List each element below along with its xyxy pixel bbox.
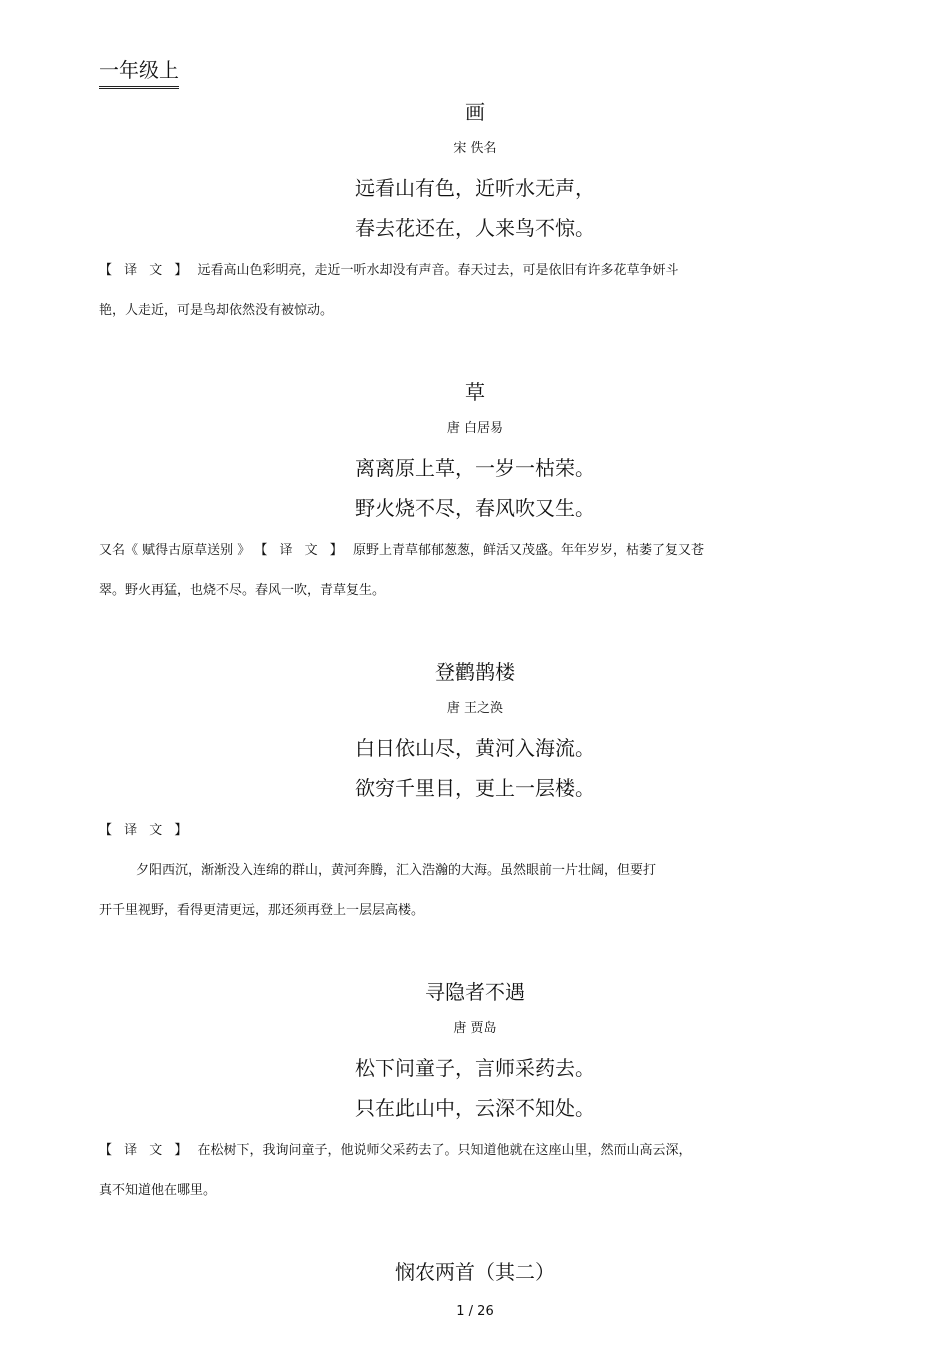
translation-text-continued: 艳，人走近，可是鸟却依然没有被惊动。 bbox=[99, 303, 334, 318]
poem-line: 离离原上草，一岁一枯荣。 bbox=[355, 456, 595, 480]
translation-text: 夕阳西沉，渐渐没入连绵的群山，黄河奔腾，汇入浩瀚的大海。虽然眼前一片壮阔，但要打 bbox=[136, 863, 657, 878]
poem-title: 画 bbox=[465, 100, 485, 124]
translation-note bbox=[99, 542, 799, 560]
poem-line: 春去花还在，人来鸟不惊。 bbox=[355, 216, 595, 240]
translation-tag-line bbox=[99, 822, 799, 840]
translation-tag: 【 译 文 】 bbox=[99, 823, 192, 838]
poem-line: 只在此山中，云深不知处。 bbox=[355, 1096, 595, 1120]
translation-text-continued: 开千里视野，看得更清更远，那还须再登上一层层高楼。 bbox=[99, 903, 425, 918]
poem-line: 白日依山尽，黄河入海流。 bbox=[355, 736, 595, 760]
translation-text: 原野上青草郁郁葱葱，鲜活又茂盛。年年岁岁，枯萎了复又苍 bbox=[352, 543, 704, 558]
poem-line: 远看山有色，近听水无声， bbox=[355, 176, 595, 200]
poem-section bbox=[0, 98, 950, 328]
grade-heading: 一年级上 bbox=[99, 56, 179, 89]
poem-section bbox=[0, 658, 950, 928]
translation-text-continued: 真不知道他在哪里。 bbox=[99, 1183, 217, 1198]
poem-line: 松下问童子，言师采药去。 bbox=[355, 1056, 595, 1080]
translation-tag: 【 译 文 】 bbox=[99, 263, 192, 278]
poem-title: 登鹳鹊楼 bbox=[435, 660, 515, 684]
page-number: 1 / 26 bbox=[456, 1304, 494, 1319]
translation-note bbox=[99, 262, 799, 280]
poem-section bbox=[0, 1258, 950, 1288]
poem-author: 唐 白居易 bbox=[446, 421, 504, 436]
translation-text: 在松树下，我询问童子，他说师父采药去了。只知道他就在这座山里，然而山高云深， bbox=[197, 1143, 692, 1158]
poem-section bbox=[0, 978, 950, 1208]
translation-note bbox=[99, 1142, 799, 1160]
poem-author: 宋 佚名 bbox=[453, 141, 497, 156]
alternate-title: 又名《 赋得古原草送别 》 bbox=[99, 543, 251, 558]
translation-tag: 【 译 文 】 bbox=[99, 1143, 192, 1158]
translation-tag: 【 译 文 】 bbox=[254, 543, 347, 558]
translation-text-continued: 翠。野火再猛，也烧不尽。春风一吹，青草复生。 bbox=[99, 583, 386, 598]
poem-author: 唐 王之涣 bbox=[446, 701, 504, 716]
poem-title: 寻隐者不遇 bbox=[425, 980, 525, 1004]
poem-title: 草 bbox=[465, 380, 485, 404]
poem-line: 野火烧不尽，春风吹又生。 bbox=[355, 496, 595, 520]
poem-author: 唐 贾岛 bbox=[453, 1021, 497, 1036]
translation-text: 远看高山色彩明亮，走近一听水却没有声音。春天过去，可是依旧有许多花草争妍斗 bbox=[197, 263, 679, 278]
poem-line: 欲穷千里目，更上一层楼。 bbox=[355, 776, 595, 800]
poem-section bbox=[0, 378, 950, 608]
poem-title: 悯农两首（其二） bbox=[395, 1260, 555, 1284]
